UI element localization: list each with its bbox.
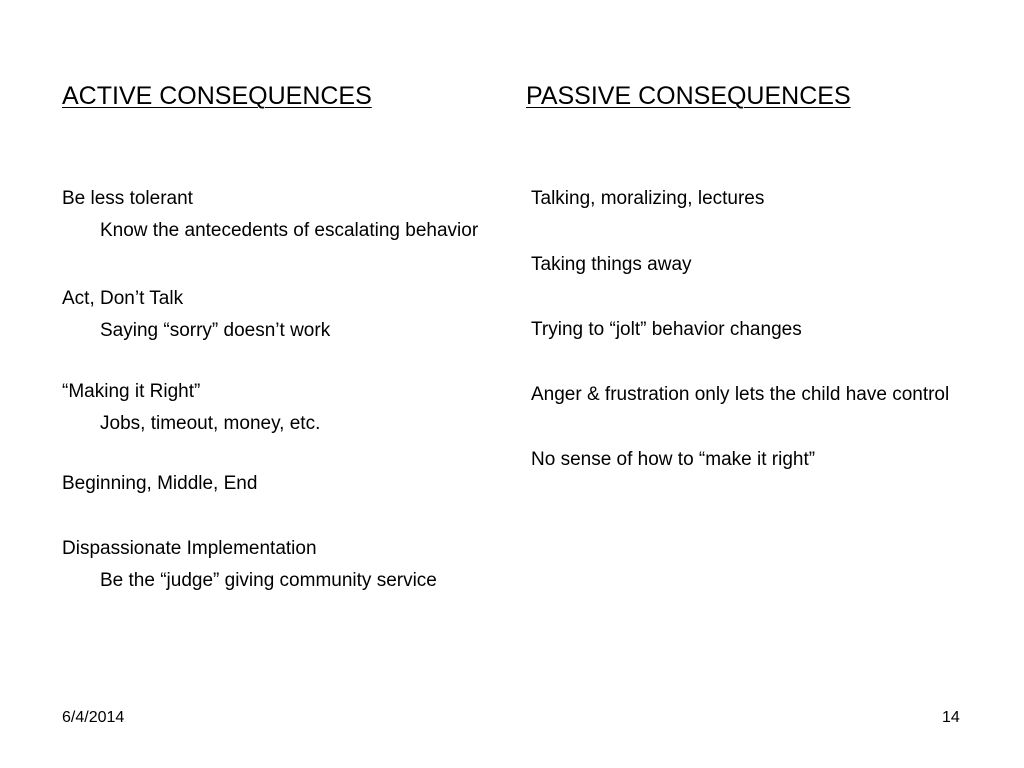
page-number: 14 [942, 709, 960, 726]
passive-consequences-heading: PASSIVE CONSEQUENCES [526, 82, 851, 110]
list-item [62, 378, 482, 437]
list-item: No sense of how to “make it right” [531, 449, 816, 470]
list-item [62, 470, 482, 497]
item-subtext: Be the “judge” giving community service [100, 570, 437, 591]
list-item: Talking, moralizing, lectures [531, 188, 765, 209]
list-item: Anger & frustration only lets the child have control [531, 384, 950, 405]
item-text: “Making it Right” [62, 381, 201, 402]
list-item: Taking things away [531, 254, 692, 275]
footer-date: 6/4/2014 [62, 709, 125, 726]
item-text: Be less tolerant [62, 188, 193, 209]
passive-consequences-list [531, 185, 971, 473]
item-text: Beginning, Middle, End [62, 473, 258, 494]
active-consequences-heading: ACTIVE CONSEQUENCES [62, 82, 372, 110]
active-consequences-list [62, 185, 482, 594]
item-text: Dispassionate Implementation [62, 538, 317, 559]
item-subtext: Jobs, timeout, money, etc. [100, 413, 321, 434]
list-item: Trying to “jolt” behavior changes [531, 319, 802, 340]
item-text: Act, Don’t Talk [62, 288, 184, 309]
list-item [62, 285, 482, 344]
item-subtext: Saying “sorry” doesn’t work [100, 320, 331, 341]
list-item [62, 185, 482, 244]
item-subtext: Know the antecedents of escalating behavior [100, 220, 479, 241]
list-item [62, 535, 482, 594]
